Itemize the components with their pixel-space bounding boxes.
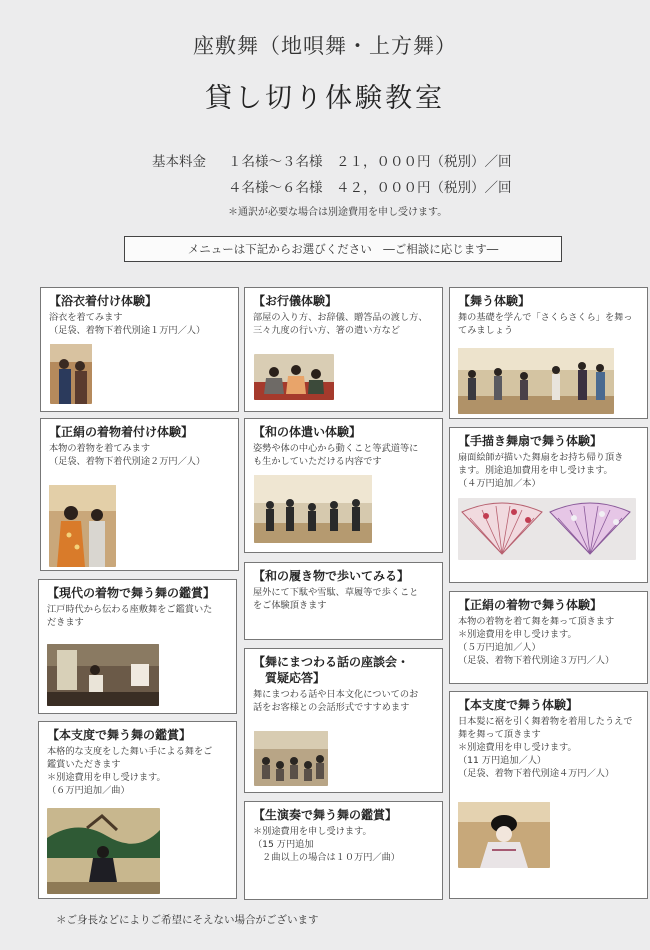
card-body: 舞の基礎を学んで「さくらさくら」を舞っ てみましょう — [458, 312, 633, 336]
card-shoken-kitsuke — [40, 418, 239, 571]
card-body: 舞にまつわる話や日本文化についてのお 話をお客様との会話形式ですすめます — [253, 689, 419, 713]
card-body: 部屋の入り方、お辞儀、贈答品の渡し方、 三々九度の行い方、箸の遣い方など — [253, 312, 428, 336]
card-gendai-kansho — [38, 579, 237, 714]
card-namaensou — [244, 801, 443, 900]
card-body: ＊別途費用を申し受けます。 （15 万円追加 ２曲以上の場合は１０万円／曲） — [253, 826, 400, 863]
card-yukata — [40, 287, 239, 412]
card-title: 【正絹の着物で舞う体験】 — [458, 598, 603, 612]
card-shoken-mai — [449, 591, 648, 684]
pricing-row-1: １名様～３名様 ２１，０００円（税別）／回 — [228, 154, 512, 170]
photo-karada — [254, 475, 372, 543]
card-body: 江戸時代から伝わる座敷舞をご鑑賞いた だきます — [47, 604, 213, 628]
card-karada — [244, 418, 443, 553]
photo-honshitaku-taiken — [458, 802, 550, 868]
pricing-note: ＊通訳が必要な場合は別途費用を申し受けます。 — [228, 207, 448, 218]
card-title: 【和の体遣い体験】 — [253, 425, 362, 439]
menu-banner: メニューは下記からお選びください ―ご相談に応じます― — [124, 236, 562, 262]
card-title-line2: 質疑応答】 — [265, 671, 326, 685]
photo-gendai-kansho — [47, 644, 159, 706]
card-body: 日本髪に裾を引く舞着物を着用したうえで 舞を舞って頂きます ＊別途費用を申し受けます。 （11 万円追加／人） （足袋、着物下着代別途４万円／人） — [458, 716, 633, 779]
card-title: 【本支度で舞う体験】 — [458, 698, 579, 712]
page-title: 座敷舞（地唄舞・上方舞） — [193, 34, 457, 58]
card-title: 【現代の着物で舞う舞の鑑賞】 — [47, 586, 216, 600]
card-sensu — [449, 427, 648, 583]
footer-note: ＊ご身長などによりご希望にそえない場合がございます — [56, 914, 319, 926]
card-honshitaku-taiken — [449, 691, 648, 899]
card-title: 【浴衣着付け体験】 — [49, 294, 158, 308]
card-hakimono — [244, 562, 443, 640]
card-title: 【本支度で舞う舞の鑑賞】 — [47, 728, 192, 742]
page-subtitle: 貸し切り体験教室 — [205, 83, 445, 114]
card-title: 【舞にまつわる話の座談会・ — [253, 655, 410, 669]
photo-honshitaku-kansho — [47, 808, 160, 894]
card-body: 扇面絵師が描いた舞扇をお持ち帰り頂き ます。別途追加費用を申し受けます。 （４万円追加／本） — [458, 452, 624, 489]
photo-zadankai — [254, 731, 328, 786]
card-body: 本物の着物を着て舞を舞って頂きます ＊別途費用を申し受けます。 （５万円追加／人） （足袋、着物下着代別途３万円／人） — [458, 616, 615, 666]
pricing-label: 基本料金 — [152, 154, 206, 170]
card-body: 屋外にて下駄や雪駄、草履等で歩くこと をご体験頂きます — [253, 587, 419, 611]
card-zadankai — [244, 648, 443, 793]
card-body: 本物の着物を着てみます （足袋、着物下着代別途２万円／人） — [49, 443, 206, 467]
card-title: 【手描き舞扇で舞う体験】 — [458, 434, 603, 448]
card-title: 【生演奏で舞う舞の鑑賞】 — [253, 808, 398, 822]
card-title: 【正絹の着物着付け体験】 — [49, 425, 194, 439]
card-honshitaku-kansho — [38, 721, 237, 899]
photo-mai — [458, 348, 614, 414]
card-title: 【和の履き物で歩いてみる】 — [253, 569, 410, 583]
pricing-row-2: ４名様～６名様 ４２，０００円（税別）／回 — [228, 180, 512, 196]
card-gyogi — [244, 287, 443, 412]
card-title: 【お行儀体験】 — [253, 294, 338, 308]
photo-sensu — [458, 498, 636, 560]
photo-yukata — [50, 344, 92, 404]
card-body: 姿勢や体の中心から動くこと等武道等に も生かしていただける内容です — [253, 443, 419, 467]
card-body: 本格的な支度をした舞い手による舞をご 鑑賞いただきます ＊別途費用を申し受けます。 （６万円追加／曲） — [47, 746, 213, 796]
card-mai — [449, 287, 648, 419]
card-title: 【舞う体験】 — [458, 294, 531, 308]
photo-shoken-kitsuke — [49, 485, 116, 567]
photo-gyogi — [254, 354, 334, 400]
card-body: 浴衣を着てみます （足袋、着物下着代別途１万円／人） — [49, 312, 206, 336]
